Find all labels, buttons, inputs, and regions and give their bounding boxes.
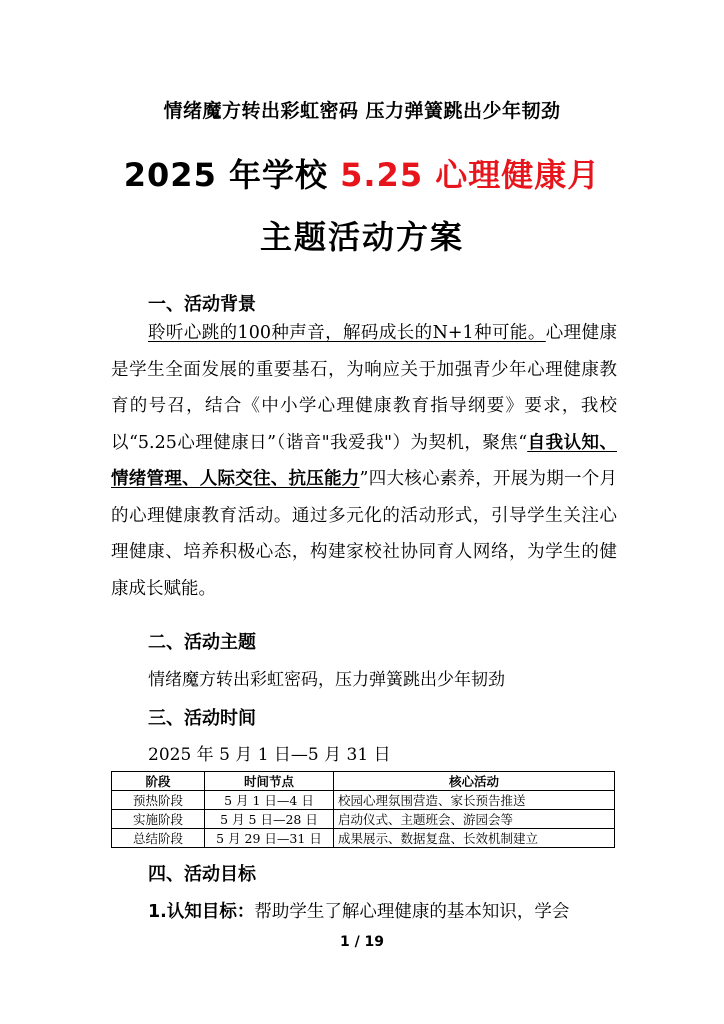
title-red-part: 5.25 心理健康月 [340, 156, 601, 194]
stage-cell: 实施阶段 [112, 810, 205, 829]
activity-cell: 启动仪式、主题班会、游园会等 [334, 810, 615, 829]
document-subtitle: 情绪魔方转出彩虹密码 压力弹簧跳出少年韧劲 [163, 100, 561, 122]
schedule-header-row [112, 772, 615, 791]
background-text-a: 心理健康是学生全面发展的重要基石，为响应关于加强青少年心理健康教育的号召，结合《中小学心理健康教育指导纲要》要求，我校以“5.25心理健康日”（谐音"我爱我"）为契机，聚焦“ [111, 323, 618, 453]
page-number: 1 / 19 [339, 934, 385, 950]
document-title-line2: 主题活动方案 [259, 218, 464, 256]
time-cell: 5 月 29 日—31 日 [205, 829, 334, 848]
goal-item-cognitive [148, 898, 569, 923]
section-heading-background: 一、活动背景 [148, 294, 256, 315]
column-header-stage: 阶段 [112, 772, 205, 791]
table-row [112, 829, 615, 848]
section-heading-goals: 四、活动目标 [148, 864, 256, 885]
goal-text: 帮助学生了解心理健康的基本知识，学会 [254, 902, 570, 922]
section-heading-theme: 二、活动主题 [148, 632, 256, 653]
activity-cell: 校园心理氛围营造、家长预告推送 [334, 791, 615, 810]
time-text: 2025 年 5 月 1 日—5 月 31 日 [148, 745, 391, 765]
stage-cell: 预热阶段 [112, 791, 205, 810]
column-header-time: 时间节点 [205, 772, 334, 791]
background-text-b: ”四大核心素养，开展为期一个月的心理健康教育活动。通过多元化的活动形式，引导学生关注心理健康、培养积极心态，构建家校社协同育人网络，为学生的健康成长赋能。 [111, 469, 618, 599]
stage-cell: 总结阶段 [112, 829, 205, 848]
time-cell: 5 月 1 日—4 日 [205, 791, 334, 810]
column-header-activity: 核心活动 [334, 772, 615, 791]
section-heading-time: 三、活动时间 [148, 708, 256, 729]
core-literacy-phrase: 自我认知、情绪管理、人际交往、抗压能力 [111, 432, 617, 489]
goal-label: 1.认知目标： [148, 902, 255, 922]
theme-text: 情绪魔方转出彩虹密码，压力弹簧跳出少年韧劲 [148, 670, 505, 690]
time-cell: 5 月 5 日—28 日 [205, 810, 334, 829]
table-row [112, 791, 615, 810]
document-title-line1 [0, 150, 724, 196]
title-year-part: 2025 年学校 [123, 156, 341, 194]
table-row [112, 810, 615, 829]
schedule-table [111, 771, 615, 848]
background-lead-sentence: 聆听心跳的100种声音，解码成长的N+1种可能。 [148, 323, 546, 343]
activity-cell: 成果展示、数据复盘、长效机制建立 [334, 829, 615, 848]
background-paragraph [111, 315, 617, 607]
